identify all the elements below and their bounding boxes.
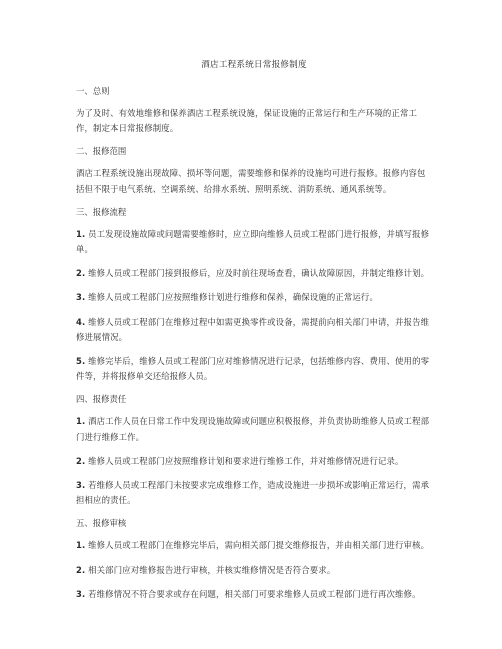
- item-number: 1.: [76, 540, 86, 551]
- section-heading: 一、总则: [76, 86, 110, 96]
- paragraph: 酒店工程系统设施出现故障、损坏等问题，需要维修和保养的设施均可进行报修。报修内容包括但不限于电气系统、空调系统、给排水系统、照明系统、消防系统、通风系统等。: [76, 168, 426, 194]
- section-review: [76, 517, 432, 602]
- section-general: [76, 85, 432, 136]
- list-item: [76, 538, 432, 553]
- list-item: [76, 290, 432, 305]
- section-responsibility: [76, 393, 432, 508]
- item-text: 员工发现设施故障或问题需要维修时，应立即向维修人员或工程部门进行报修，并填写报修单。: [76, 228, 430, 255]
- list-item: [76, 587, 432, 602]
- section-heading: 四、报修责任: [76, 394, 127, 405]
- item-number: 2.: [76, 268, 86, 279]
- section-scope: [76, 145, 432, 196]
- list-item: [76, 454, 432, 469]
- item-text: 相关部门应对维修报告进行审核，并核实维修情况是否符合要求。: [85, 564, 336, 575]
- item-text: 维修人员或工程部门接到报修后，应及时前往现场查看，确认故障原因，并制定维修计划。: [85, 268, 430, 279]
- item-number: 3.: [76, 292, 86, 303]
- item-text: 维修完毕后，维修人员或工程部门应对维修情况进行记录，包括维修内容、费用、使用的零件等，并将报修单交还给报修人员。: [76, 356, 430, 382]
- section-process: [76, 206, 432, 385]
- item-number: 2.: [76, 564, 86, 575]
- document-title: 酒店工程系统日常报修制度: [201, 60, 307, 70]
- item-number: 5.: [76, 356, 86, 367]
- item-number: 1.: [76, 416, 86, 427]
- item-number: 4.: [76, 316, 86, 327]
- list-item: [76, 563, 432, 578]
- list-item: [76, 315, 432, 345]
- item-text: 维修人员或工程部门在维修过程中如需更换零件或设备，需提前向相关部门申请，并报告维修进展情况。: [76, 316, 430, 342]
- list-item: [76, 266, 432, 281]
- section-heading: 二、报修范围: [76, 146, 127, 157]
- list-item: [76, 354, 432, 384]
- paragraph: 为了及时、有效地维修和保养酒店工程系统设施，保证设施的正常运行和生产环境的正常工作，制定本日常报修制度。: [76, 108, 417, 134]
- item-number: 2.: [76, 455, 86, 466]
- item-number: 1.: [76, 228, 86, 239]
- item-text: 若维修人员或工程部门未按要求完成维修工作，造成设施进一步损坏或影响正常运行，需承担相应的责任。: [76, 480, 430, 506]
- item-text: 酒店工作人员在日常工作中发现设施故障或问题应积极报修，并负责协助维修人员或工程部门进行维修工作。: [76, 416, 430, 442]
- item-text: 若维修情况不符合要求或存在问题，相关部门可要求维修人员或工程部门进行再次维修。: [85, 588, 421, 599]
- item-number: 3.: [76, 588, 86, 599]
- section-heading: 五、报修审核: [76, 518, 127, 529]
- item-number: 3.: [76, 480, 86, 491]
- section-heading: 三、报修流程: [76, 206, 127, 217]
- list-item: [76, 414, 432, 444]
- item-text: 维修人员或工程部门在维修完毕后，需向相关部门提交维修报告，并由相关部门进行审核。: [85, 540, 430, 551]
- item-text: 维修人员或工程部门应按照维修计划进行维修和保养，确保设施的正常运行。: [85, 292, 378, 303]
- list-item: [76, 227, 432, 257]
- item-text: 维修人员或工程部门应按照维修计划和要求进行维修工作，并对维修情况进行记录。: [85, 455, 404, 466]
- list-item: [76, 478, 432, 508]
